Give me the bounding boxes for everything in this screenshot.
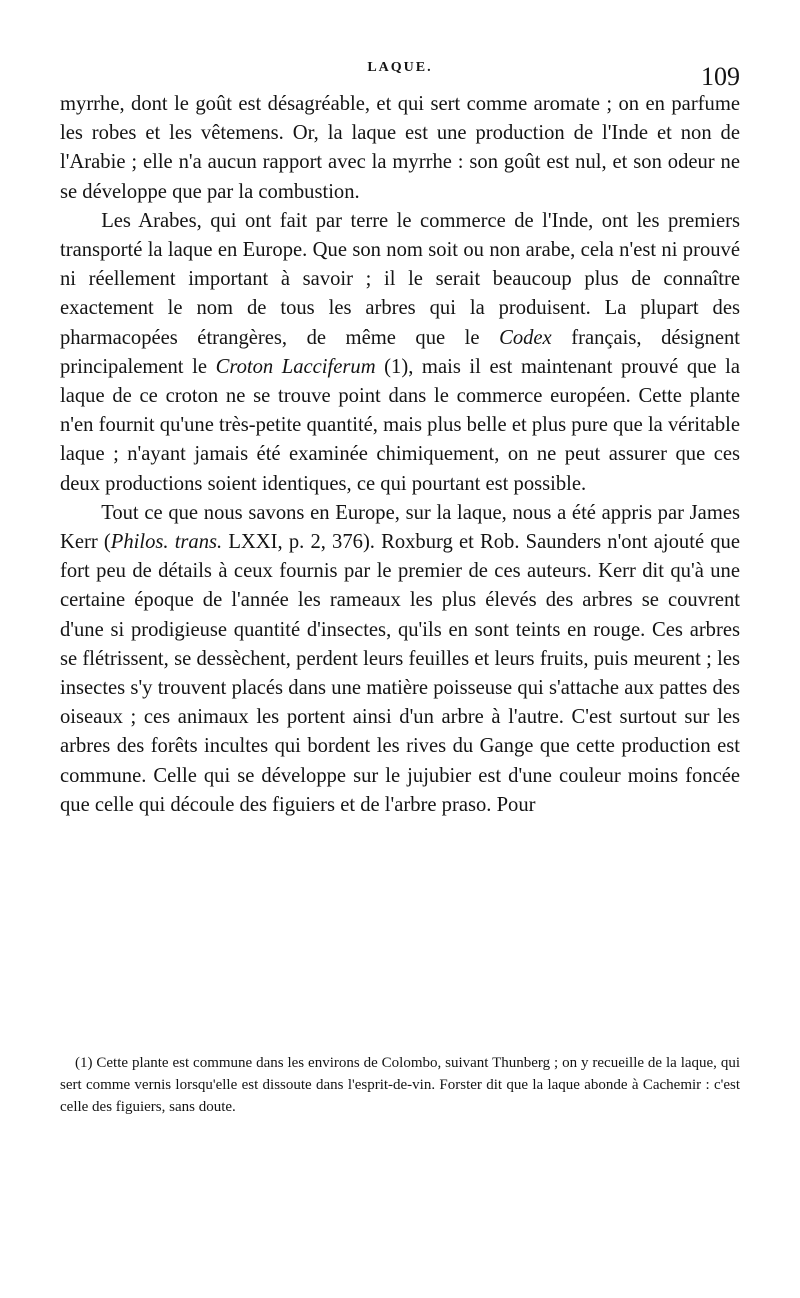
- footnote-1: (1) Cette plante est commune dans les environs de Colombo, suivant Thunberg ; on y recueille de la laque, qui sert comme vernis lorsqu'elle est dissoute dans l'esprit-de-vin. Forster dit que la laque abonde à Cachemir : c'est celle des figuiers, sans doute.: [60, 1055, 740, 1115]
- running-head: LAQUE.: [367, 60, 433, 75]
- text-run: Tout ce que nous savons en Europe, sur la laque, nous a été appris par James Kerr (: [60, 501, 740, 554]
- body-text: [60, 90, 740, 820]
- text-run: myrrhe, dont le goût est désagréable, et qui sert comme aromate ; on en parfume les robes et les vêtemens. Or, la laque est une production de l'Inde et non de l'Arabie ; elle n'a aucun rapport avec la myrrhe : son goût est nul, et son odeur ne se développe que par la combustion.: [60, 93, 740, 203]
- paragraph-2: [60, 207, 740, 499]
- paragraph-3: [60, 499, 740, 820]
- page-number: 109: [701, 62, 740, 91]
- text-run: (1), mais il est maintenant prouvé que la laque de ce croton ne se trouve point dans le commerce européen. Cette plante n'en fournit qu'une très-petite quantité, mais plus belle et plus pure que la véritable laque ; n'ayant jamais été examinée chimiquement, on ne peut assurer que ces deux productions soient identiques, ce qui pourtant est possible.: [60, 355, 741, 495]
- italic-text-citation: Philos. trans.: [110, 531, 223, 554]
- text-run: français, désignent principalement le: [60, 326, 741, 378]
- italic-text-croton: Croton Lacciferum: [215, 355, 376, 378]
- text-run: Les Arabes, qui ont fait par terre le commerce de l'Inde, ont les premiers transporté la laque en Europe. Que son nom soit ou non arabe, cela n'est ni prouvé ni réellement important à savoir ; il le serait beaucoup plus de connaître exactement le nom de tous les arbres qui la produisent. La plupart des pharmacopées étrangères, de même que le: [60, 209, 740, 349]
- footnotes: [60, 1052, 740, 1118]
- text-run: LXXI, p. 2, 376). Roxburg et Rob. Saunders n'ont ajouté que fort peu de détails à ceux fournis par le premier de ces auteurs. Kerr dit qu'à une certaine époque de l'année les rameaux les plus élevés des arbres se couvrent d'une si prodigieuse quantité d'insectes, qu'ils en sont teints en rouge. Ces arbres se flétrissent, se dessèchent, perdent leurs feuilles et leurs fruits, puis meurent ; les insectes s'y trouvent placés dans une matière poisseuse qui s'attache aux pattes des oiseaux ; ces animaux les portent ainsi d'un arbre à l'autre. C'est surtout sur les arbres des forêts incultes qui bordent les rives du Gange que cette production est commune. Celle qui se développe sur le jujubier est d'une couleur moins foncée que celle qui découle des figuiers et de l'arbre praso. Pour: [60, 531, 740, 816]
- italic-text-codex: Codex: [499, 326, 552, 349]
- paragraph-1: [60, 90, 740, 207]
